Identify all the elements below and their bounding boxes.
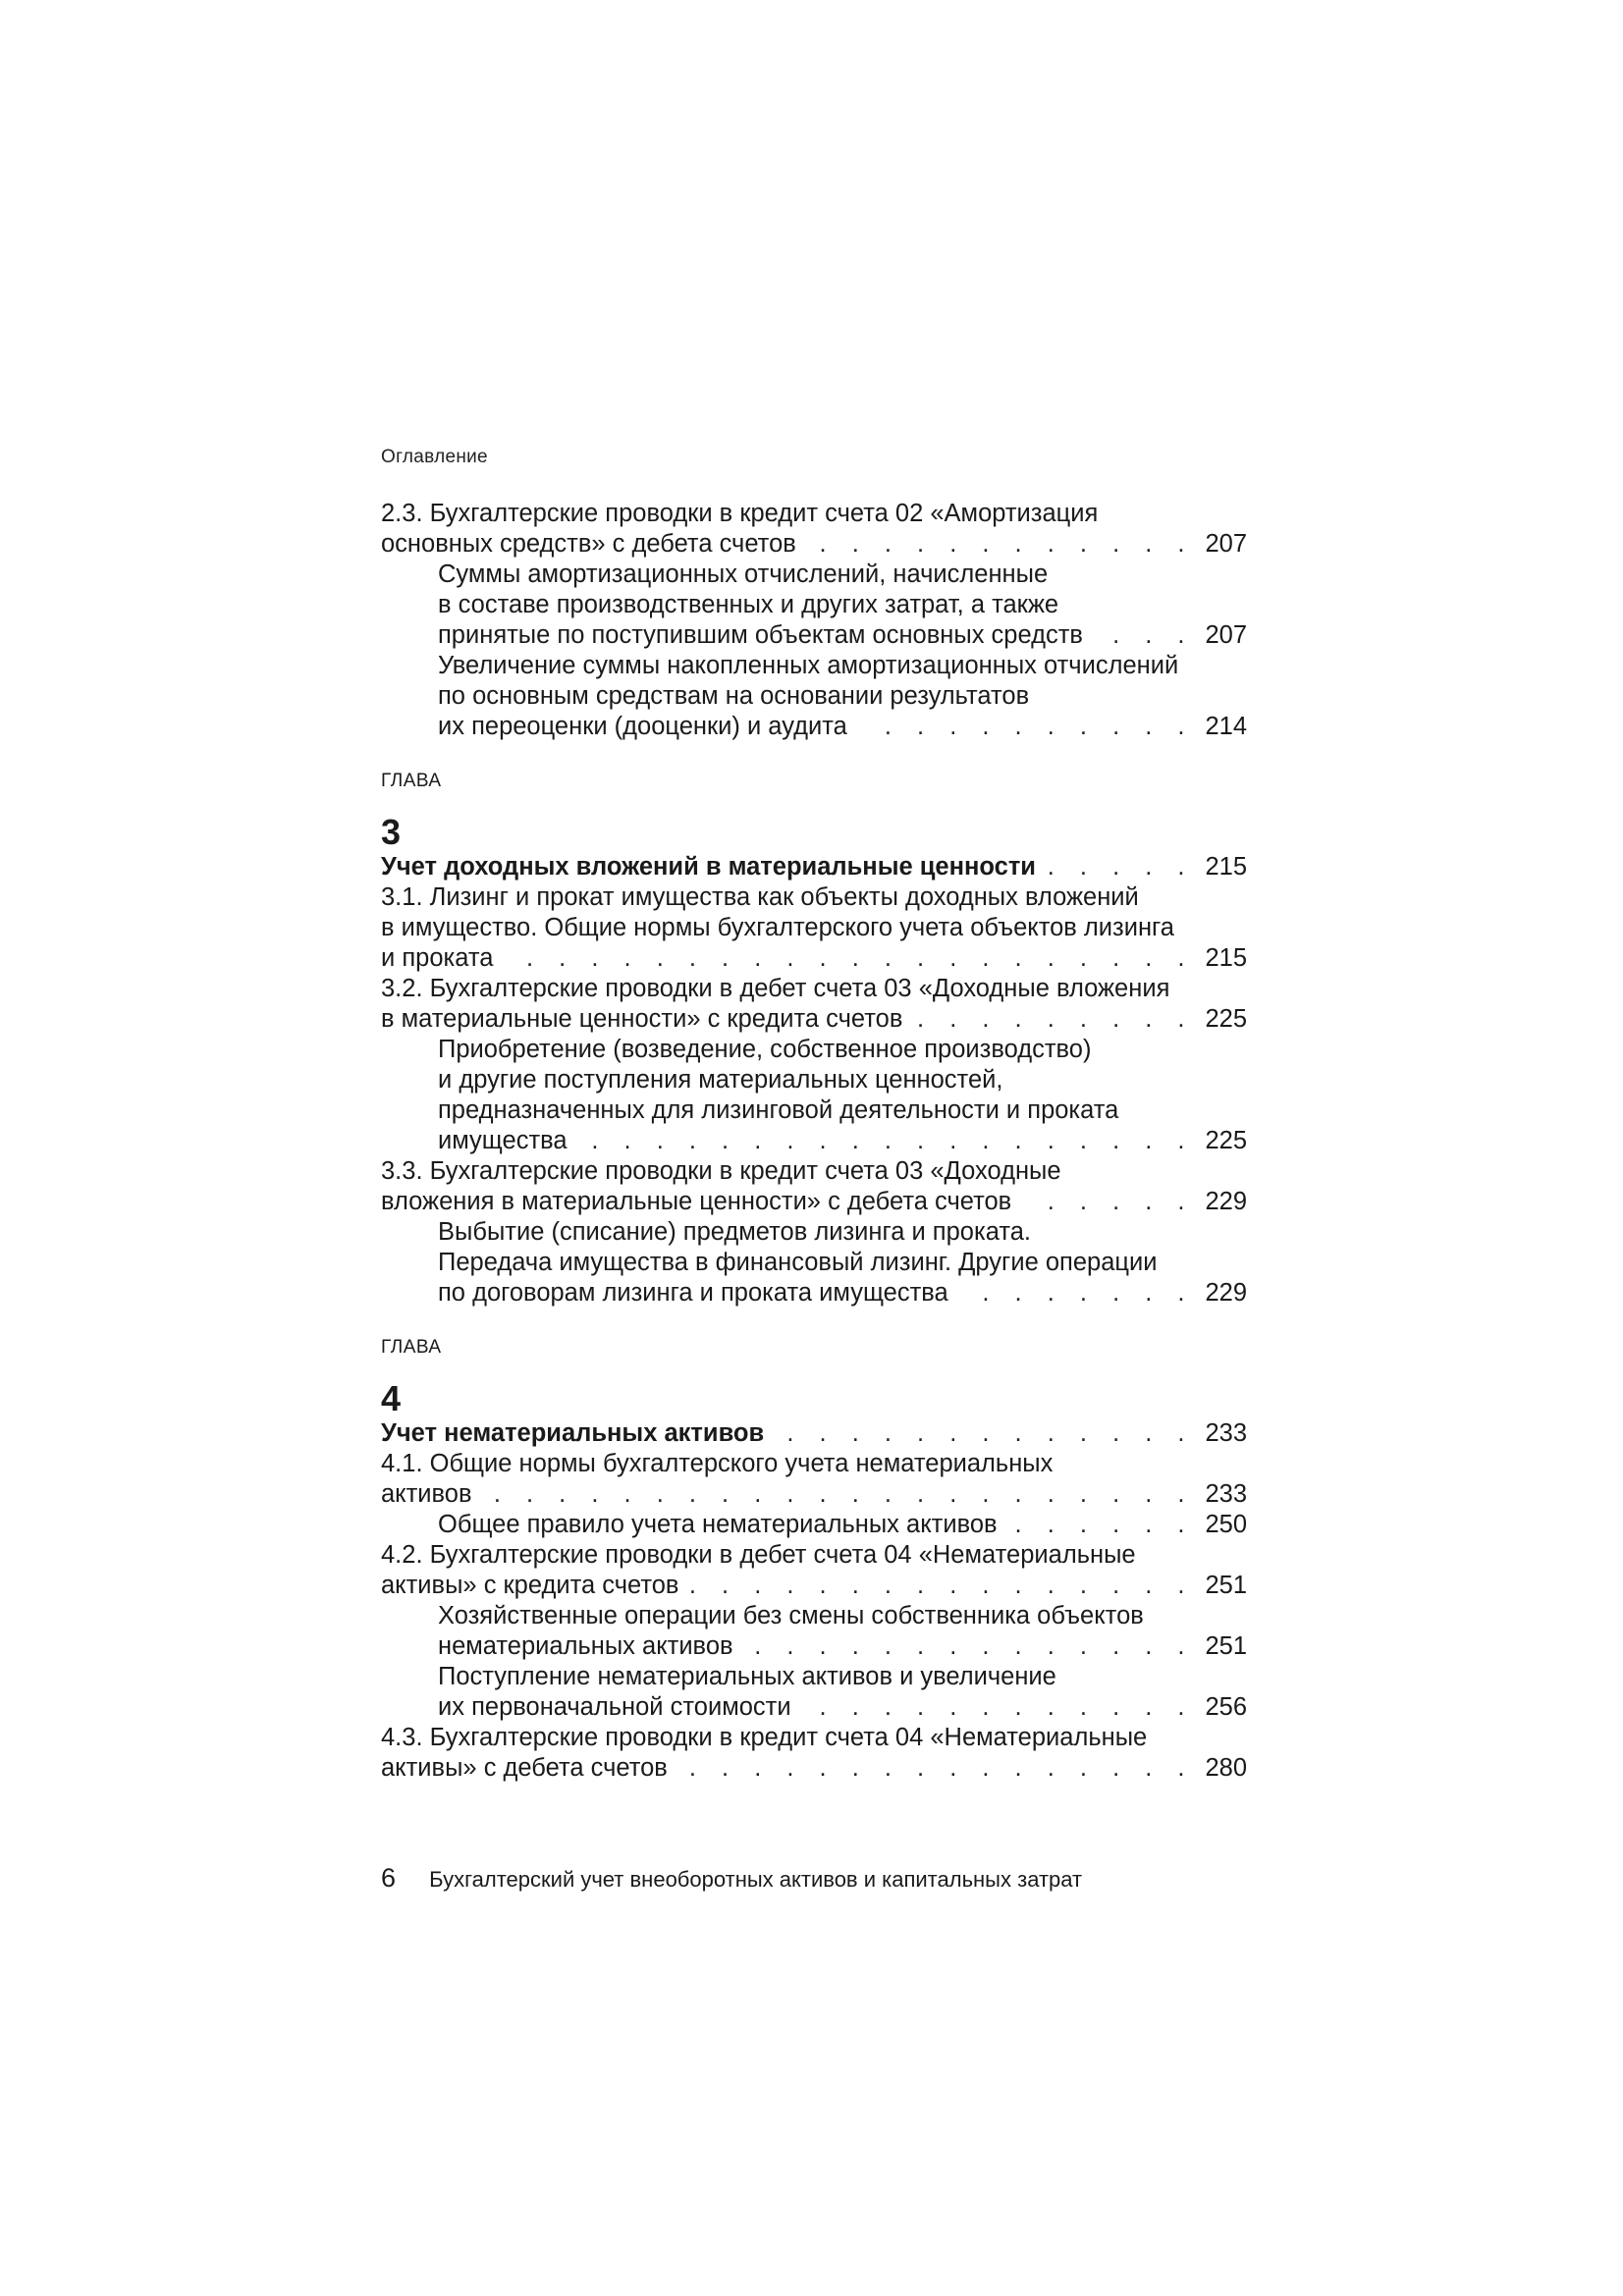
dot-leader <box>801 1692 1194 1723</box>
toc-entry-last-line <box>438 1510 1247 1540</box>
toc-page-number: 233 <box>1205 1419 1247 1447</box>
toc-subentry[interactable] <box>381 1217 1247 1308</box>
toc-entry-last-line <box>381 1753 1247 1784</box>
toc-entry-line: и другие поступления материальных ценностей, <box>438 1066 1003 1094</box>
dot-leader <box>677 1753 1194 1784</box>
toc-entry-line: 3.1. Лизинг и прокат имущества как объекты доходных вложений <box>381 883 1139 911</box>
toc-entry-line: предназначенных для лизинговой деятельности и проката <box>438 1096 1119 1124</box>
toc-page-number: 233 <box>1205 1480 1247 1508</box>
toc-entry-text: по договорам лизинга и проката имущества <box>438 1279 948 1307</box>
toc-entry-last-line <box>381 943 1247 974</box>
chapter-title-entry[interactable] <box>381 1418 1247 1449</box>
dot-leader <box>688 1571 1194 1601</box>
toc-entry-text: Общее правило учета нематериальных активов <box>438 1511 998 1538</box>
toc-page-number: 229 <box>1205 1279 1247 1307</box>
toc-entry-text: принятые по поступившим объектам основных средств <box>438 621 1083 649</box>
toc-entry-last-line <box>438 1692 1247 1723</box>
toc-page-number: 280 <box>1205 1754 1247 1782</box>
dot-leader <box>1093 620 1194 651</box>
dot-leader <box>1007 1510 1194 1540</box>
toc-entry-text: активы» с дебета счетов <box>381 1754 668 1782</box>
toc-page-number: 251 <box>1205 1572 1247 1599</box>
toc-page-number: 251 <box>1205 1632 1247 1660</box>
toc-subentry[interactable] <box>381 1510 1247 1540</box>
toc-subentry[interactable] <box>381 651 1247 742</box>
toc-entry[interactable] <box>381 499 1247 560</box>
toc-entry[interactable] <box>381 1723 1247 1784</box>
chapter-title: Учет нематериальных активов <box>381 1419 765 1447</box>
dot-leader <box>743 1631 1194 1662</box>
dot-leader <box>806 529 1194 560</box>
toc-entry-text: в материальные ценности» с кредита счетов <box>381 1005 903 1033</box>
chapter-number: 3 <box>381 812 402 852</box>
toc-entry-line: Поступление нематериальных активов и увеличение <box>438 1663 1056 1690</box>
toc-page-number: 207 <box>1205 621 1247 649</box>
toc-entry-line: Выбытие (списание) предметов лизинга и проката. <box>438 1218 1031 1246</box>
toc-entry-text: их переоценки (дооценки) и аудита <box>438 713 847 740</box>
toc-entry-text: их первоначальной стоимости <box>438 1693 791 1721</box>
toc-entry-line: 4.3. Бухгалтерские проводки в кредит счета 04 «Нематериальные <box>381 1724 1148 1751</box>
toc-entry-line: по основным средствам на основании результатов <box>438 682 1030 710</box>
toc-entry-last-line <box>381 529 1247 560</box>
toc-entry-line: Передача имущества в финансовый лизинг. Другие операции <box>438 1249 1158 1276</box>
toc-entry[interactable] <box>381 974 1247 1035</box>
toc-entry[interactable] <box>381 882 1247 974</box>
toc-entry-last-line <box>438 1631 1247 1662</box>
chapter-label: ГЛАВА <box>381 771 442 791</box>
toc-entry[interactable] <box>381 1540 1247 1601</box>
toc-entry-last-line <box>381 1187 1247 1217</box>
toc-page-number: 207 <box>1205 530 1247 558</box>
running-head: Оглавление <box>381 447 488 467</box>
toc-entry-text: нематериальных активов <box>438 1632 733 1660</box>
dot-leader <box>958 1278 1194 1308</box>
dot-leader <box>774 1418 1194 1449</box>
toc-subentry[interactable] <box>381 560 1247 651</box>
chapter-title-entry[interactable] <box>381 852 1247 882</box>
toc-subentry[interactable] <box>381 1035 1247 1156</box>
document-page <box>381 0 1247 2296</box>
toc-entry-last-line <box>438 1126 1247 1156</box>
dot-leader <box>482 1479 1194 1510</box>
toc-entry-line: 3.3. Бухгалтерские проводки в кредит счета 03 «Доходные <box>381 1157 1061 1185</box>
toc-page-number: 250 <box>1205 1511 1247 1538</box>
toc-entry-last-line <box>438 712 1247 742</box>
toc-entry-text: и проката <box>381 944 494 972</box>
toc-entry-text: имущества <box>438 1127 568 1154</box>
toc-page-number: 256 <box>1205 1693 1247 1721</box>
toc-entry-line: 4.1. Общие нормы бухгалтерского учета нематериальных <box>381 1450 1054 1477</box>
toc-entry-text: вложения в материальные ценности» с дебета счетов <box>381 1188 1012 1215</box>
toc-entry-line: 2.3. Бухгалтерские проводки в кредит счета 02 «Амортизация <box>381 500 1099 527</box>
dot-leader <box>577 1126 1194 1156</box>
toc-subentry[interactable] <box>381 1601 1247 1662</box>
dot-leader <box>1046 852 1194 882</box>
chapter-label: ГЛАВА <box>381 1337 442 1358</box>
toc-entry-line: в имущество. Общие нормы бухгалтерского учета объектов лизинга <box>381 914 1174 941</box>
book-title: Бухгалтерский учет внеоборотных активов и капитальных затрат <box>429 1867 1083 1892</box>
dot-leader <box>857 712 1194 742</box>
toc-subentry[interactable] <box>381 1662 1247 1723</box>
toc-entry-last-line <box>381 1571 1247 1601</box>
chapter-title: Учет доходных вложений в материальные ценности <box>381 853 1036 881</box>
toc-entry-last-line <box>438 620 1247 651</box>
toc-page-number: 229 <box>1205 1188 1247 1215</box>
chapter-number: 4 <box>381 1378 402 1418</box>
page-number: 6 <box>381 1863 397 1893</box>
toc-entry-last-line <box>381 1479 1247 1510</box>
dot-leader <box>912 1004 1194 1035</box>
toc-entry-last-line <box>381 1418 1247 1449</box>
toc-entry-last-line <box>381 1004 1247 1035</box>
toc-entry-line: Хозяйственные операции без смены собственника объектов <box>438 1602 1144 1629</box>
toc-entry-last-line <box>438 1278 1247 1308</box>
toc-page-number: 225 <box>1205 1005 1247 1033</box>
toc-page-number: 225 <box>1205 1127 1247 1154</box>
toc-entry-line: 4.2. Бухгалтерские проводки в дебет счета 04 «Нематериальные <box>381 1541 1136 1569</box>
toc-page-number: 215 <box>1205 944 1247 972</box>
toc-entry-text: основных средств» с дебета счетов <box>381 530 796 558</box>
toc-entry-last-line <box>381 852 1247 882</box>
toc-entry-line: в составе производственных и других затрат, а также <box>438 591 1059 618</box>
toc-entry[interactable] <box>381 1156 1247 1217</box>
toc-entry-line: Увеличение суммы накопленных амортизационных отчислений <box>438 652 1179 679</box>
toc-page-number: 214 <box>1205 713 1247 740</box>
dot-leader <box>1021 1187 1194 1217</box>
toc-entry-line: Приобретение (возведение, собственное производство) <box>438 1036 1092 1063</box>
toc-entry[interactable] <box>381 1449 1247 1510</box>
dot-leader <box>503 943 1194 974</box>
page-footer <box>381 1863 1082 1894</box>
toc-page-number: 215 <box>1205 853 1247 881</box>
toc-entry-text: активы» с кредита счетов <box>381 1572 679 1599</box>
table-of-contents <box>381 499 1247 1784</box>
toc-entry-text: активов <box>381 1480 472 1508</box>
toc-entry-line: Суммы амортизационных отчислений, начисленные <box>438 561 1049 588</box>
toc-entry-line: 3.2. Бухгалтерские проводки в дебет счета 03 «Доходные вложения <box>381 975 1170 1002</box>
